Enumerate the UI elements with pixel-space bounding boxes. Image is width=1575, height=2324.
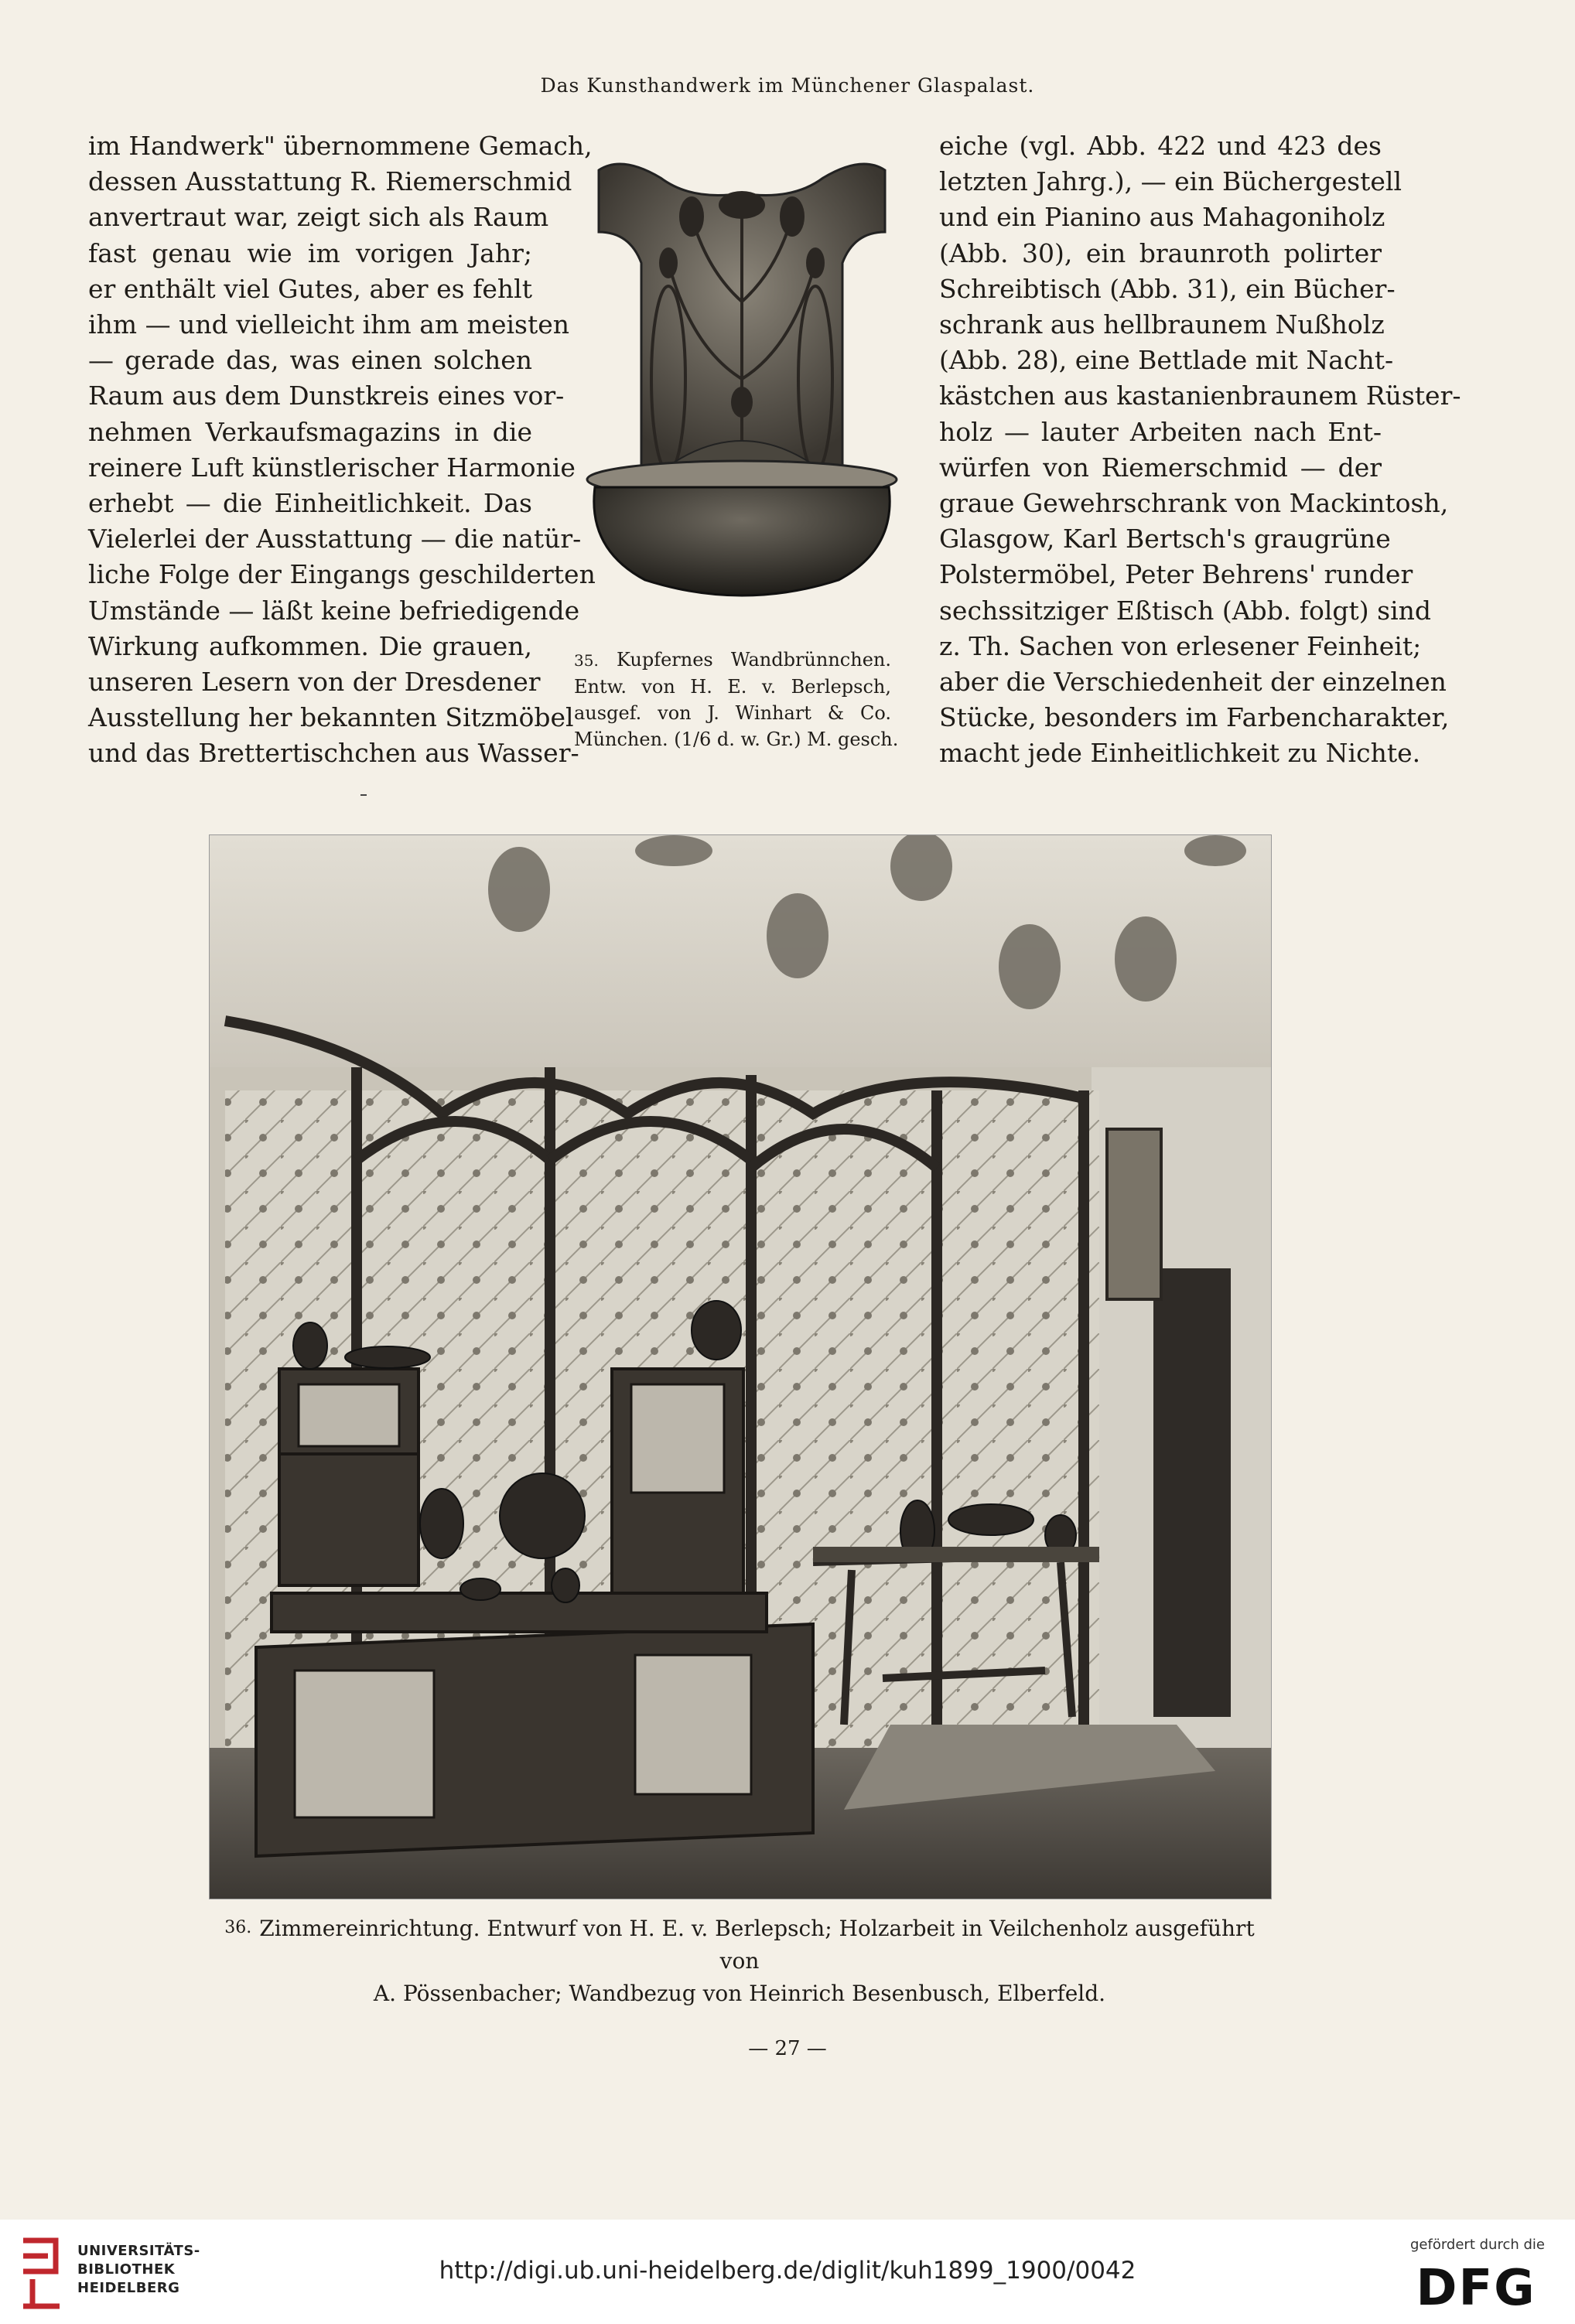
left-column-line: reinere Luft künstlerischer Harmonie [88, 452, 576, 483]
figure-36-caption-line-2: A. Pössenbacher; Wandbezug von Heinrich Besenbusch, Elberfeld. [373, 1981, 1106, 2006]
left-column-line: unseren Lesern von der Dresdener [88, 667, 541, 698]
left-column-line: erhebt — die Einheitlichkeit. Das [88, 488, 532, 519]
right-column-line: graue Gewehrschrank von Mackintosh, [939, 488, 1449, 519]
left-column-line: er enthält viel Gutes, aber es fehlt [88, 273, 532, 304]
figure-36-room-interior-photo [209, 834, 1272, 1899]
library-name-line: HEIDELBERG [77, 2280, 180, 2296]
right-text-column [939, 128, 1461, 772]
right-column-line: Schreibtisch (Abb. 31), ein Bücher- [939, 273, 1396, 304]
figure-35-caption [574, 647, 899, 752]
right-column-line: kästchen aus kastanienbraunem Rüster- [939, 381, 1461, 411]
left-column-line: Raum aus dem Dunstkreis eines vor- [88, 381, 565, 411]
right-column-line: und ein Pianino aus Mahagoniholz [939, 202, 1385, 233]
dfg-logo: DFG [1416, 2260, 1536, 2317]
library-name-line: UNIVERSITÄTS- [77, 2243, 200, 2259]
figure-35-number: 35. [574, 651, 599, 670]
right-column-line: Stücke, besonders im Farbencharakter, [939, 702, 1450, 733]
right-column-line: sechssitziger Eßtisch (Abb. folgt) sind [939, 595, 1432, 626]
source-url-link[interactable]: http://digi.ub.uni-heidelberg.de/diglit/kuh1899_1900/0042 [439, 2257, 1136, 2285]
right-column-line: z. Th. Sachen von erlesener Feinheit; [939, 630, 1422, 661]
figure-35-caption-line: Entw. von H. E. v. Berlepsch, [574, 676, 891, 698]
right-column-line: macht jede Einheitlichkeit zu Nichte. [939, 738, 1421, 769]
figure-35-caption-line: ausgef. von J. Winhart & Co. [574, 702, 891, 724]
right-column-line: würfen von Riemerschmid — der [939, 452, 1382, 483]
left-column-line: anvertraut war, zeigt sich als Raum [88, 202, 549, 233]
right-column-line: schrank aus hellbraunem Nußholz [939, 309, 1385, 340]
right-column-line: aber die Verschiedenheit der einzelnen [939, 667, 1447, 698]
figure-35-wall-fountain-image [576, 147, 908, 611]
left-column-line: Wirkung aufkommen. Die grauen, [88, 630, 532, 661]
figure-36-caption-line-1: Zimmereinrichtung. Entwurf von H. E. v. Berlepsch; Holzarbeit in Veilchenholz ausgeführt von [259, 1916, 1255, 1974]
right-column-line: holz — lauter Arbeiten nach Ent- [939, 416, 1382, 447]
left-column-line: — gerade das, was einen solchen [88, 345, 532, 376]
right-column-line: (Abb. 30), ein braunroth polirter [939, 237, 1382, 268]
left-column-line: nehmen Verkaufsmagazins in die [88, 416, 532, 447]
right-column-line: (Abb. 28), eine Bettlade mit Nacht- [939, 345, 1394, 376]
figure-35-caption-line: München. (1/6 d. w. Gr.) M. gesch. [574, 729, 899, 750]
library-name-line: BIBLIOTHEK [77, 2261, 176, 2278]
right-column-line: letzten Jahrg.), — ein Büchergestell [939, 166, 1402, 197]
left-column-line: Umstände — läßt keine befriedigende [88, 595, 580, 626]
figure-35-caption-line: Kupfernes Wandbrünnchen. [616, 649, 891, 671]
right-column-line: eiche (vgl. Abb. 422 und 423 des [939, 131, 1382, 161]
left-column-line: und das Brettertischchen aus Wasser- [88, 738, 579, 769]
figure-36-number: 36. [224, 1918, 252, 1937]
figure-36-caption [209, 1912, 1270, 2010]
page-number: — 27 — [748, 2037, 827, 2060]
left-column-line: dessen Ausstattung R. Riemerschmid [88, 166, 572, 197]
left-column-line: im Handwerk" übernommene Gemach, [88, 131, 593, 161]
left-column-line: ihm — und vielleicht ihm am meisten [88, 309, 570, 340]
left-column-line: Ausstellung her bekannten Sitzmöbel [88, 702, 574, 733]
right-column-line: Polstermöbel, Peter Behrens' runder [939, 559, 1413, 590]
left-column-line: liche Folge der Eingangs geschilderten [88, 559, 596, 590]
right-column-line: Glasgow, Karl Bertsch's graugrüne [939, 524, 1391, 555]
left-column-line: Vielerlei der Ausstattung — die natür- [88, 524, 582, 555]
left-column-line: fast genau wie im vorigen Jahr; [88, 237, 532, 268]
separator-mark [360, 794, 367, 796]
sponsor-note: gefördert durch die [1410, 2237, 1545, 2253]
running-head: Das Kunsthandwerk im Münchener Glaspalast. [540, 74, 1035, 97]
